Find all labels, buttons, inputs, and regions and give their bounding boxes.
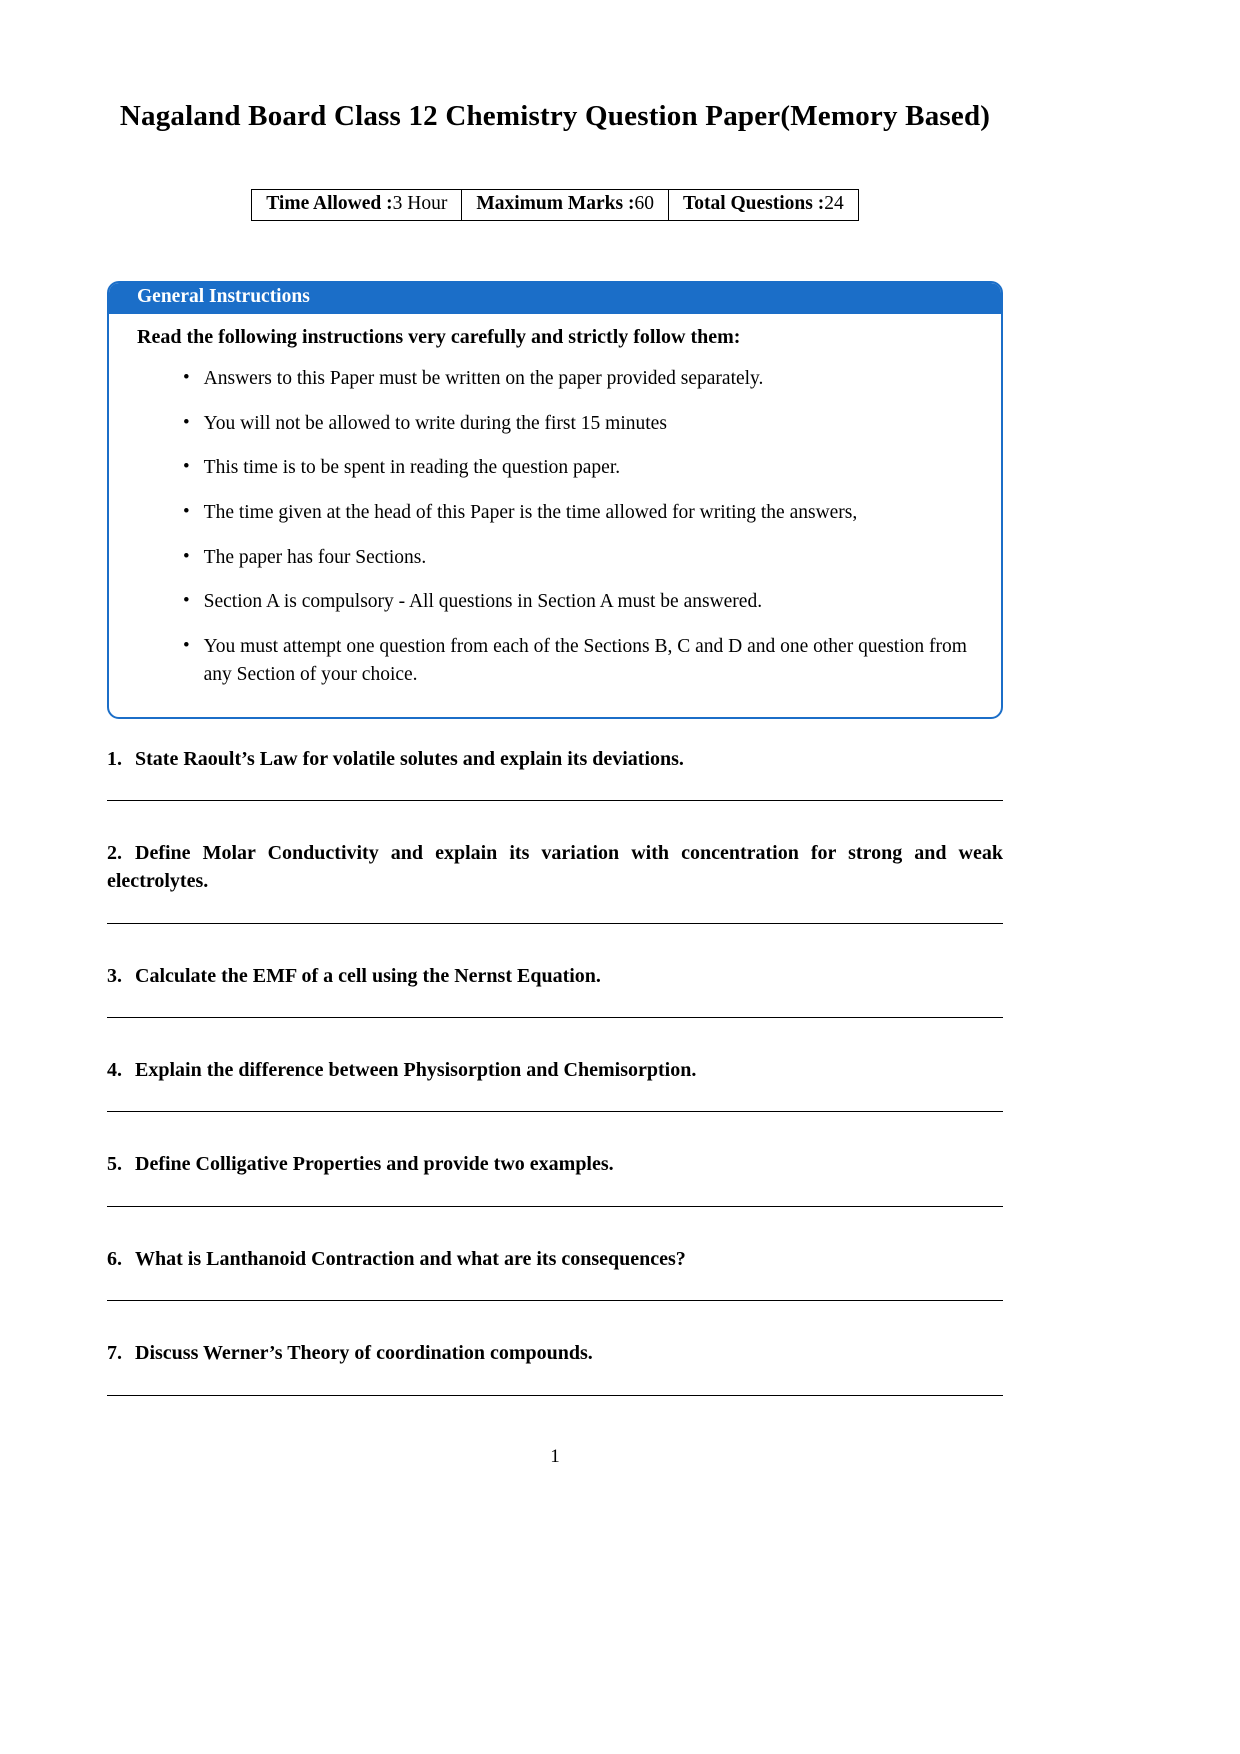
bullet-icon: • [183,367,190,388]
general-instructions-body [109,314,1001,717]
instruction-item [137,588,973,616]
time-allowed-value: 3 Hour [392,193,448,214]
exam-info-table [251,189,858,221]
question-1 [107,745,1003,801]
instructions-intro: Read the following instructions very carefully and strictly follow them: [137,326,741,348]
question-7 [107,1339,1003,1395]
bullet-icon: • [183,590,190,612]
question-6-text [107,1245,1003,1273]
exam-info-row [252,190,858,221]
question-1-text [107,745,1003,773]
general-instructions-header: General Instructions [109,283,1001,314]
question-3-body: Calculate the EMF of a cell using the Nernst Equation. [135,964,601,987]
question-2-text [107,839,1003,896]
instruction-item [137,410,973,438]
question-6-number: 6. [107,1247,122,1270]
answer-rule-3 [107,1017,1003,1018]
instruction-text: The paper has four Sections. [203,546,427,568]
bullet-icon: • [183,635,190,657]
instruction-text: The time given at the head of this Paper is the time allowed for writing the answers, [203,502,858,524]
instruction-item [137,454,973,482]
bullet-icon: • [183,501,190,523]
total-questions-value: 24 [824,193,844,214]
info-cell-total-questions [669,190,859,221]
question-7-text [107,1339,1003,1367]
answer-rule-7 [107,1395,1003,1396]
question-5-text [107,1150,1003,1178]
total-questions-label: Total Questions : [683,193,825,214]
bullet-icon: • [183,456,190,478]
page-title: Nagaland Board Class 12 Chemistry Question Paper(Memory Based) [119,100,991,132]
instruction-item [137,365,973,393]
answer-rule-5 [107,1206,1003,1207]
page-content [107,0,1003,1396]
instruction-text: Section A is compulsory - All questions in Section A must be answered. [203,591,763,613]
question-5-body: Define Colligative Properties and provide two examples. [135,1153,614,1176]
question-2 [107,839,1003,924]
question-5-number: 5. [107,1153,122,1176]
question-6-body: What is Lanthanoid Contraction and what are its consequences? [135,1247,686,1270]
answer-rule-1 [107,800,1003,801]
info-cell-maximum-marks [462,190,669,221]
bullet-icon: • [183,545,190,567]
question-2-number: 2. [107,841,122,864]
instruction-item [137,544,973,572]
maximum-marks-value: 60 [634,193,654,214]
question-3-text [107,962,1003,990]
question-2-body: Define Molar Conductivity and explain its variation with concentration for strong and weak electrolytes. [107,841,1003,893]
bullet-icon: • [183,411,190,433]
question-4-number: 4. [107,1059,122,1082]
instruction-item [137,499,973,527]
answer-rule-4 [107,1111,1003,1112]
general-instructions-box [107,281,1003,719]
page-number: 1 [550,1446,560,1467]
instructions-list [137,365,973,689]
question-1-number: 1. [107,747,122,770]
question-1-body: State Raoult’s Law for volatile solutes and explain its deviations. [135,747,684,770]
answer-rule-2 [107,923,1003,924]
instruction-text: You must attempt one question from each of the Sections B, C and D and one other question from any Section of your choice. [203,636,967,685]
question-4 [107,1056,1003,1112]
question-4-body: Explain the difference between Physisorption and Chemisorption. [135,1059,697,1082]
info-cell-time-allowed [252,190,462,221]
question-7-body: Discuss Werner’s Theory of coordination compounds. [135,1342,593,1365]
instruction-text: Answers to this Paper must be written on the paper provided separately. [203,368,764,389]
instruction-text: This time is to be spent in reading the question paper. [203,457,621,479]
question-7-number: 7. [107,1342,122,1365]
question-3 [107,962,1003,1018]
time-allowed-label: Time Allowed : [266,193,393,214]
question-5 [107,1150,1003,1206]
instruction-item [137,633,973,688]
maximum-marks-label: Maximum Marks : [476,193,635,214]
question-6 [107,1245,1003,1301]
question-4-text [107,1056,1003,1084]
question-3-number: 3. [107,964,122,987]
instruction-text: You will not be allowed to write during the first 15 minutes [203,412,667,434]
answer-rule-6 [107,1300,1003,1301]
